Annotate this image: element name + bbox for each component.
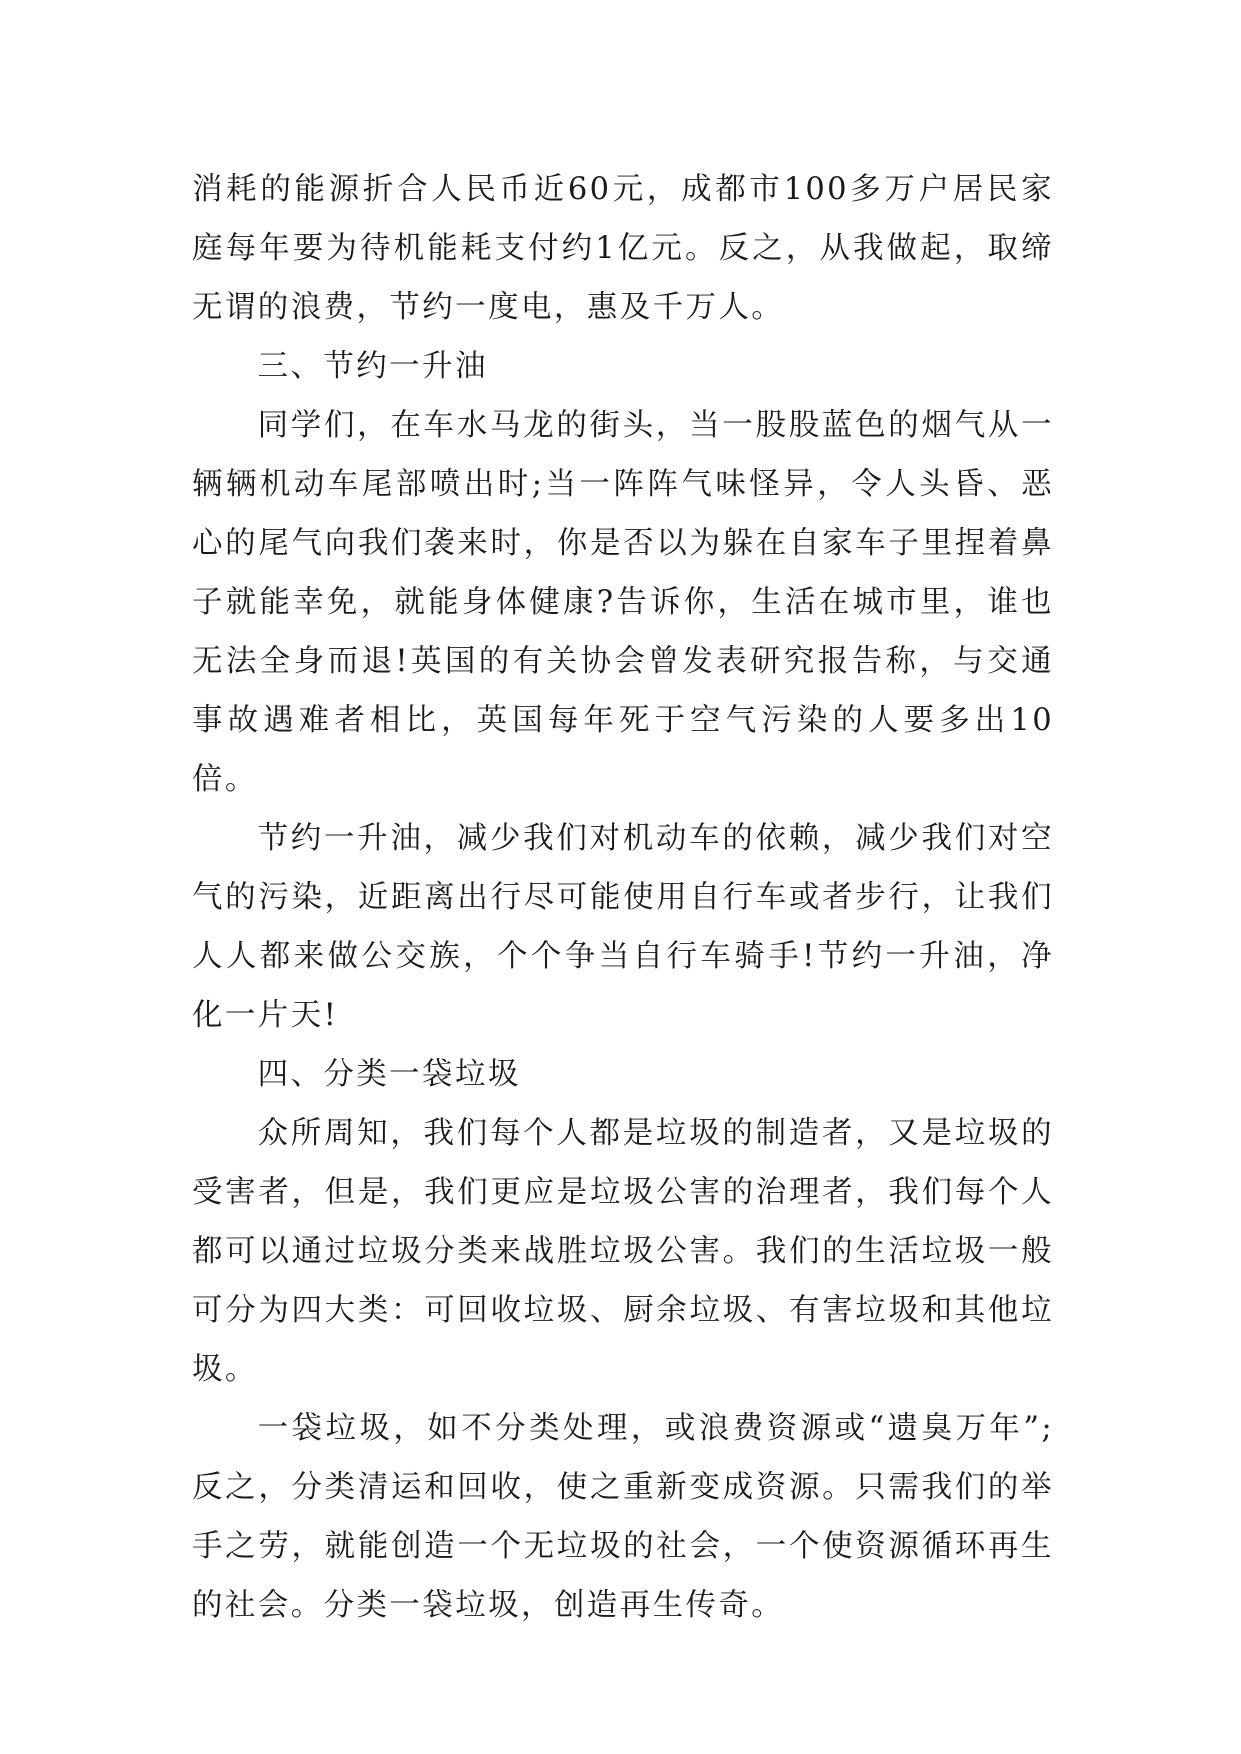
section-heading-sort-garbage: 四、分类一袋垃圾 [257, 1057, 521, 1092]
paragraph-garbage-recycling: 一袋垃圾，如不分类处理，或浪费资源或“遗臭万年”;反之，分类清运和回收，使之重新变成资源。只需我们的举手之劳，就能创造一个无垃圾的社会，一个使资源循环再生的社会。分类一袋垃圾，创造再生传奇。 [192, 1411, 1054, 1623]
paragraph-save-oil-call: 节约一升油，减少我们对机动车的依赖，减少我们对空气的污染，近距离出行尽可能使用自行车或者步行，让我们人人都来做公交族，个个争当自行车骑手!节约一升油，净化一片天! [192, 821, 1054, 1033]
paragraph-garbage-categories: 众所周知，我们每个人都是垃圾的制造者，又是垃圾的受害者，但是，我们更应是垃圾公害的治理者，我们每个人都可以通过垃圾分类来战胜垃圾公害。我们的生活垃圾一般可分为四大类：可回收垃圾、厨余垃圾、有害垃圾和其他垃圾。 [192, 1116, 1054, 1387]
document-body [192, 160, 1054, 1635]
paragraph-energy-cost: 消耗的能源折合人民币近60元，成都市100多万户居民家庭每年要为待机能耗支付约1亿元。反之，从我做起，取缔无谓的浪费，节约一度电，惠及千万人。 [192, 172, 1054, 325]
paragraph-vehicle-exhaust: 同学们，在车水马龙的街头，当一股股蓝色的烟气从一辆辆机动车尾部喷出时;当一阵阵气味怪异，令人头昏、恶心的尾气向我们袭来时，你是否以为躲在自家车子里捏着鼻子就能幸免，就能身体健康?告诉你，生活在城市里，谁也无法全身而退!英国的有关协会曾发表研究报告称，与交通事故遇难者相比，英国每年死于空气污染的人要多出10倍。 [192, 408, 1054, 797]
section-heading-save-oil: 三、节约一升油 [257, 349, 488, 384]
